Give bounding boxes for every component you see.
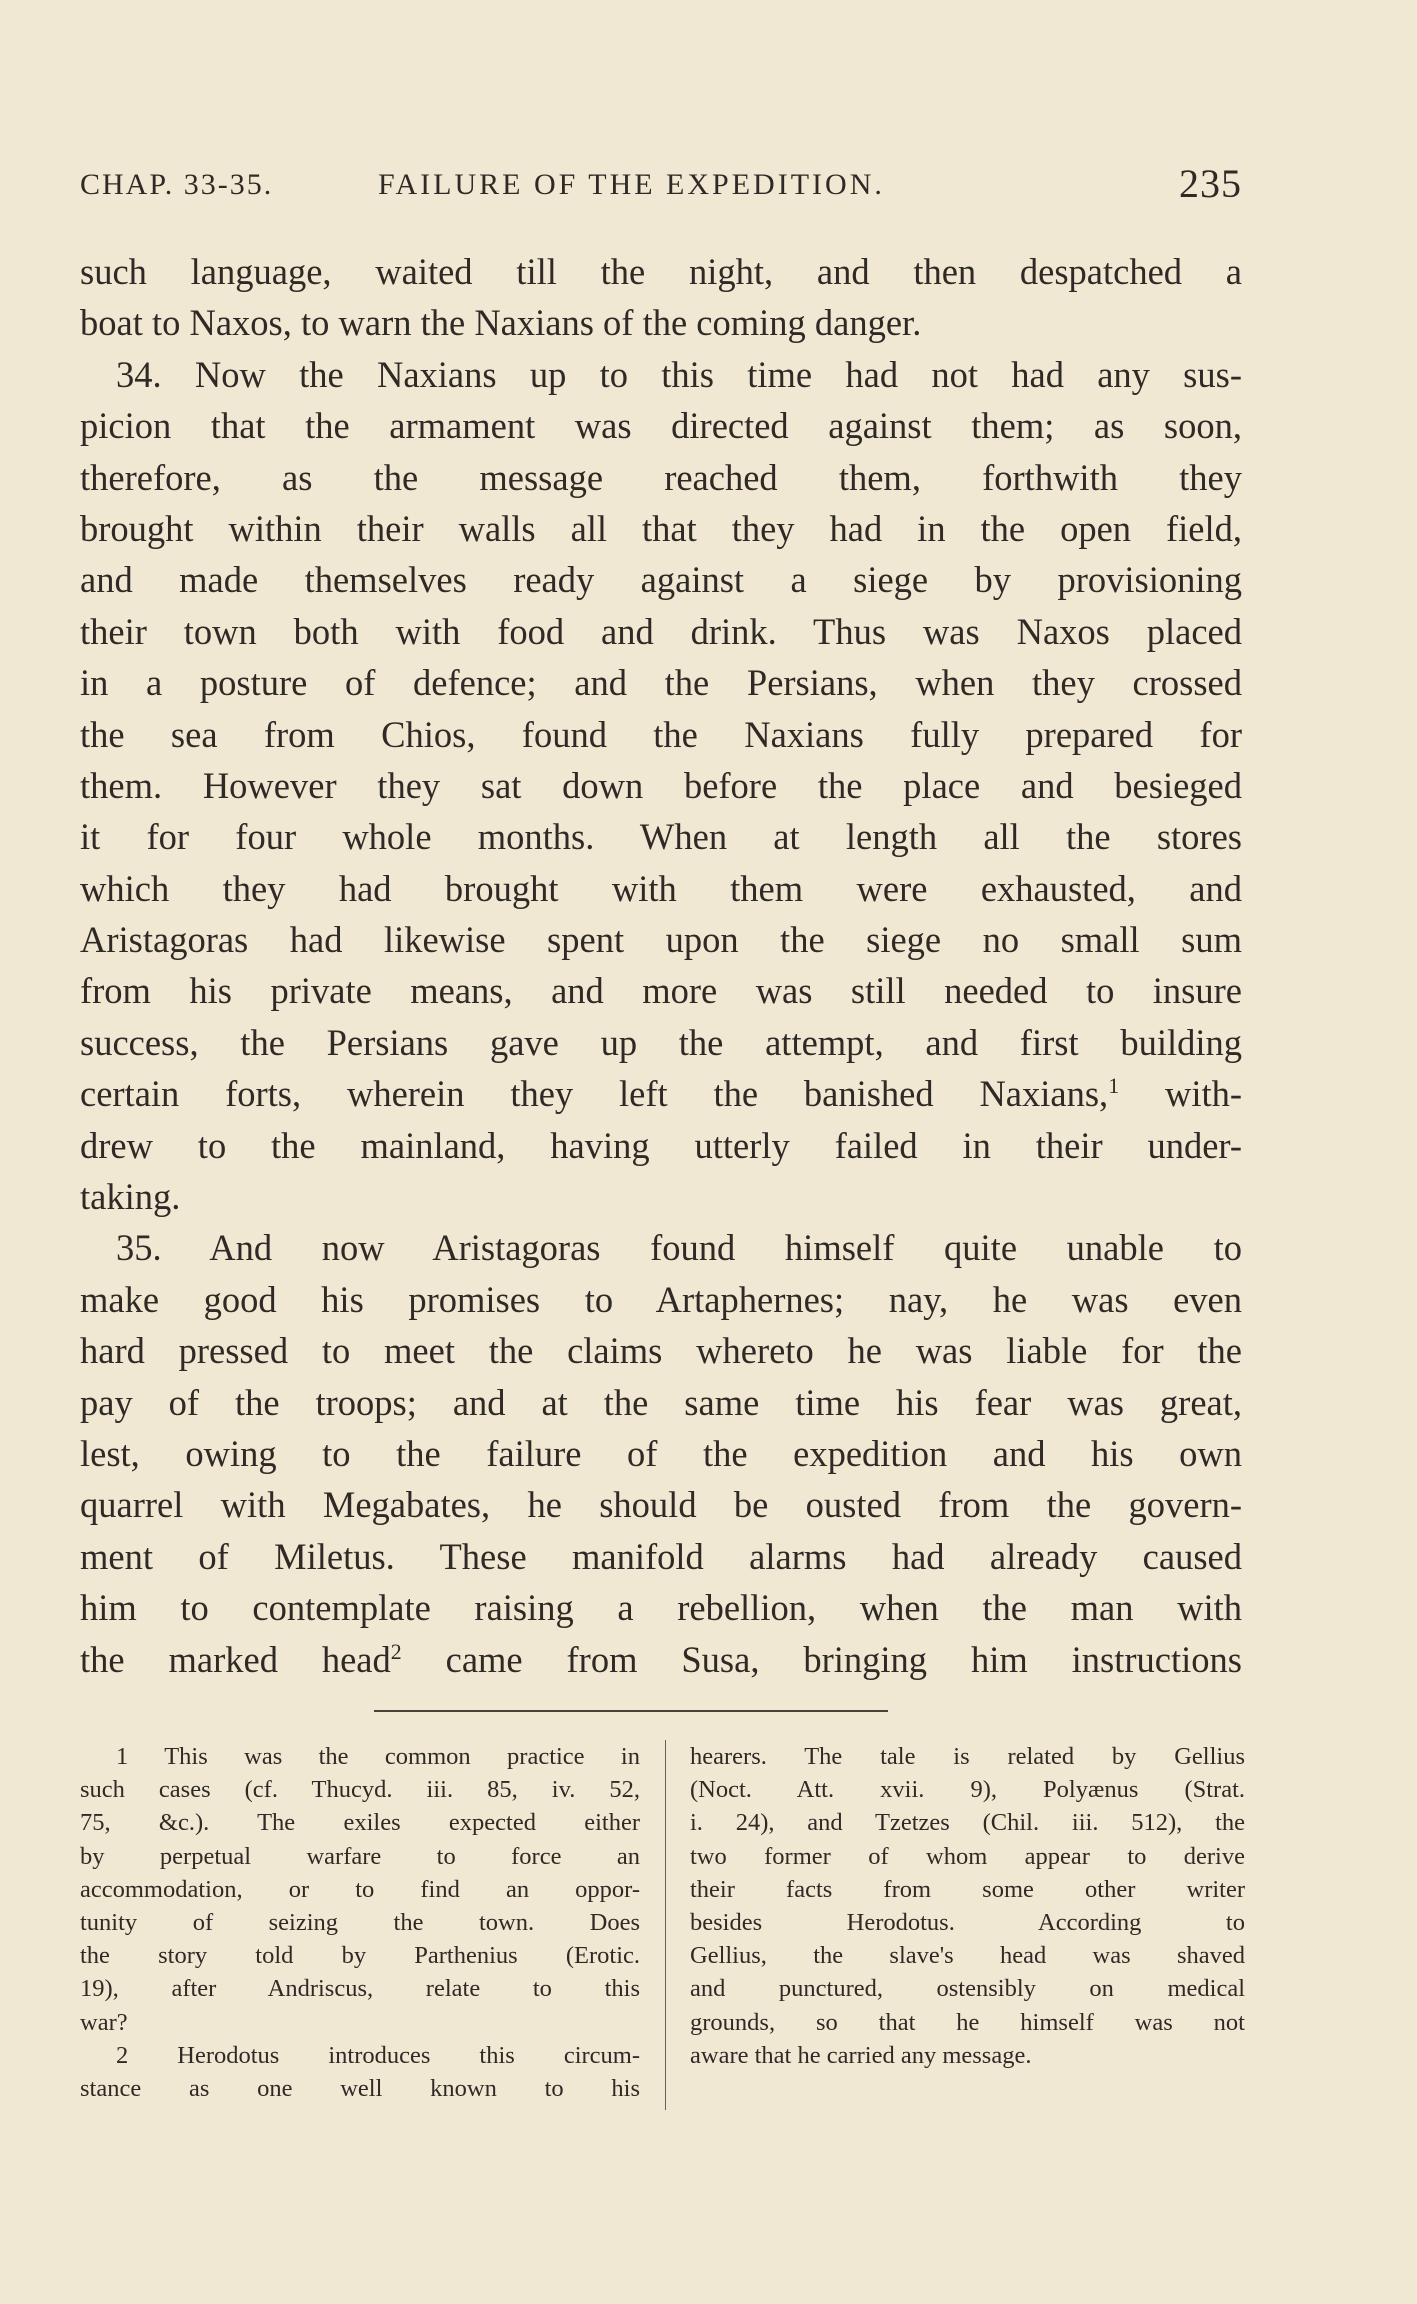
body-line: hard pressed to meet the claims whereto he was liable for the — [80, 1330, 1242, 1372]
body-line: taking. — [80, 1176, 181, 1218]
footnote-ref-2: 2 — [390, 1638, 402, 1664]
body-line: from his private means, and more was still needed to insure — [80, 970, 1242, 1012]
footnote-line: their facts from some other writer — [690, 1875, 1245, 1903]
footnotes-left-column — [80, 1740, 640, 2105]
body-line: make good his promises to Artaphernes; nay, he was even — [80, 1278, 1242, 1320]
footnote-line: i. 24), and Tzetzes (Chil. iii. 512), the — [690, 1809, 1245, 1837]
body-line: lest, owing to the failure of the expedition and his own — [80, 1432, 1242, 1474]
body-line: quarrel with Megabates, he should be ousted from the govern- — [80, 1484, 1242, 1526]
footnotes — [80, 1740, 1245, 2120]
footnote-line: besides Herodotus. According to — [690, 1908, 1245, 1936]
footnote-ref-1: 1 — [1108, 1073, 1120, 1099]
footnote-line: accommodation, or to find an oppor- — [80, 1875, 640, 1903]
body-line: success, the Persians gave up the attempt, and first building — [80, 1021, 1242, 1063]
footnote-line: grounds, so that he himself was not — [690, 2008, 1245, 2036]
page-title: FAILURE OF THE EXPEDITION. — [378, 168, 885, 201]
footnote-line: (Noct. Att. xvii. 9), Polyænus (Strat. — [690, 1776, 1245, 1804]
footnote-separator — [374, 1710, 888, 1712]
footnote-line: 75, &c.). The exiles expected either — [80, 1809, 640, 1837]
footnote-line: such cases (cf. Thucyd. iii. 85, iv. 52, — [80, 1776, 640, 1804]
footnote-line: stance as one well known to his — [80, 2074, 640, 2102]
line-text-end: came from Susa, bringing him instructions — [401, 1638, 1242, 1680]
line-text: certain forts, wherein they left the banished Naxians, — [80, 1073, 1109, 1115]
body-line: Aristagoras had likewise spent upon the siege no small sum — [80, 919, 1242, 961]
footnote-line: aware that he carried any message. — [690, 2041, 1032, 2069]
body-line: ment of Miletus. These manifold alarms had already caused — [80, 1535, 1242, 1577]
footnote-line: tunity of seizing the town. Does — [80, 1908, 640, 1936]
body-line: drew to the mainland, having utterly failed in their under- — [80, 1124, 1242, 1166]
body-line: the sea from Chios, found the Naxians fully prepared for — [80, 713, 1242, 755]
line-text-end: with- — [1119, 1073, 1242, 1115]
footnote-1-start: 1 This was the common practice in — [116, 1743, 640, 1770]
footnote-line: and punctured, ostensibly on medical — [690, 1975, 1245, 2003]
footnote-line: Gellius, the slave's head was shaved — [690, 1942, 1245, 1970]
body-line: pay of the troops; and at the same time his fear was great, — [80, 1381, 1242, 1423]
footnote-line: 19), after Andriscus, relate to this — [80, 1975, 640, 2003]
body-line: picion that the armament was directed against them; as soon, — [80, 405, 1242, 447]
footnote-column-divider — [665, 1740, 666, 2110]
footnote-line: hearers. The tale is related by Gellius — [690, 1743, 1245, 1770]
footnotes-right-column — [690, 1740, 1245, 2072]
body-line-with-note-1 — [80, 1068, 1242, 1119]
body-line: and made themselves ready against a siege by provisioning — [80, 559, 1242, 601]
section-35-start: 35. And now Aristagoras found himself quite unable to — [116, 1227, 1242, 1269]
body-line: such language, waited till the night, and then despatched a — [80, 251, 1242, 292]
body-line: them. However they sat down before the place and besieged — [80, 764, 1242, 806]
page-number: 235 — [1179, 161, 1242, 206]
body-line-with-note-2 — [80, 1634, 1242, 1685]
footnote-line: war? — [80, 2008, 128, 2036]
footnote-line: the story told by Parthenius (Erotic. — [80, 1942, 640, 1970]
section-34-start: 34. Now the Naxians up to this time had not had any sus- — [116, 353, 1242, 395]
body-line: boat to Naxos, to warn the Naxians of the coming danger. — [80, 302, 922, 344]
line-text: the marked head — [80, 1638, 391, 1680]
body-line: him to contemplate raising a rebellion, when the man with — [80, 1587, 1242, 1629]
chapter-reference: CHAP. 33-35. — [80, 168, 274, 201]
body-line: it for four whole months. When at length all the stores — [80, 816, 1242, 858]
footnote-2-start: 2 Herodotus introduces this circum- — [116, 2041, 640, 2069]
footnote-line: two former of whom appear to derive — [690, 1842, 1245, 1870]
body-line: their town both with food and drink. Thus was Naxos placed — [80, 610, 1242, 652]
running-head — [80, 160, 1242, 210]
body-text — [80, 246, 1242, 1685]
footnote-line: by perpetual warfare to force an — [80, 1842, 640, 1870]
body-line: in a posture of defence; and the Persians, when they crossed — [80, 662, 1242, 704]
body-line: brought within their walls all that they had in the open field, — [80, 507, 1242, 549]
body-line: which they had brought with them were exhausted, and — [80, 867, 1242, 909]
body-line: therefore, as the message reached them, forthwith they — [80, 456, 1242, 498]
